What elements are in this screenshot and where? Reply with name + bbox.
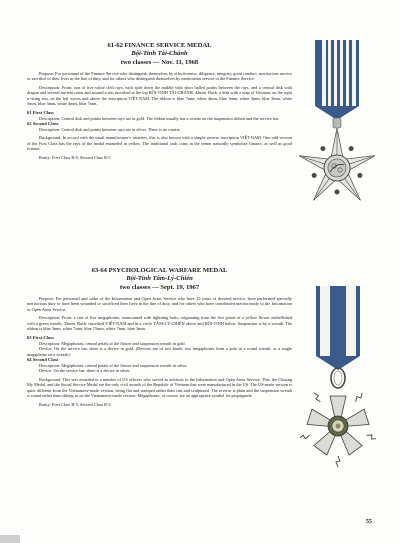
class-heading: 61 First Class xyxy=(27,110,54,116)
psychological-warfare-medal-image xyxy=(300,286,376,476)
section-title: 63-64 PSYCHOLOGICAL WARFARE MEDAL xyxy=(91,267,228,274)
section-vietnamese-name: Bội-Tinh Tài-Chánh xyxy=(131,50,188,58)
class-heading: 63 First Class xyxy=(27,335,54,341)
description-paragraph: Description: Front: star of five white cleft rays, each split down the middle with short balled points between the rays, and a central disk with dragon and several ancient coins and around a rim inscribed at the top BỘI-TINH TÀI-CHÁNH, 42mm. Back: a disk with a map of Vietnam, on the right a rising sun, on the left waves and above the inscription VIỆT-NAM. The ribbon is blue 7mm, white 4mm, blue 3mm, white 3mm, blue 3mm, white 3mm, blue 3mm, white 4mm, blue 7mm. xyxy=(27,84,292,107)
rarity-line: Rarity: First Class R-5; Second Class R-5 xyxy=(39,155,111,161)
scan-edge xyxy=(0,535,20,543)
section-date: two classes — Sept. 19, 1967 xyxy=(119,283,200,291)
finance-service-medal-image xyxy=(298,40,376,226)
purpose-paragraph: Purpose: For personnel of the Finance Service who distinguish themselves by effectiveness, diligence, integrity, good conduct, meritorious service or sacrifice of their lives in the line of duty, and for others who distinguish themselves by meritorious service to the Finance Service. xyxy=(27,70,292,82)
section-date: two classes — Nov. 11, 1968 xyxy=(120,58,199,66)
section-title: 61-62 FINANCE SERVICE MEDAL xyxy=(107,42,212,49)
description-paragraph: Description: Front: a star of five megaphones, surmounted with lightning bolts, originating from the five petals of a yellow flower embellished with a green wreath, 35mm. Back: inscribed VIỆT-NAM and in a circle TÂM-LÝ-CHIẾN above and BỘI-TINH below. Suspension is by a wreath. The ribbon is blue 3mm, white 7mm, blue 15mm, white 7mm, blue 3mm. xyxy=(27,315,292,332)
class-heading: 62 Second Class xyxy=(27,121,59,127)
purpose-paragraph: Purpose: For personnel and cadre of the Information and Open Arms Service who have 15 years of devoted service, have performed specially meritorious duty or have been wounded or sacrificed their lives in the line of duty, and for others who have contributed meritoriously to the Information or Open Arms Service. xyxy=(27,295,292,312)
class-description: Description: Central disk and points between rays are in silver. There is no rosette. xyxy=(39,126,181,132)
class-description: Description: Megaphones, central petals of the flower and suspension wreath in gold. xyxy=(39,340,186,346)
background-paragraph: Background: This was awarded to a number of US officers who served as advisors to the Information and Open Arms Service. This, the Chuong My Medal, and the Social Service Medal are the only civil awards of the Republic of Vietnam that were manufactured in the US. The US-made version is quite different from the Vietnamese-made version, being flat and stamped rather than cast and sculptured. The reverse is plain and the suspension wreath is round rather than oblong as on the Vietnamese-made version. Megaphones, of course, are an appropriate symbol for propaganda. xyxy=(27,376,292,399)
class-device: Device: On the service bar, there is a device in gold. (Devices are of two kinds: two megaphones from a pole in a round wreath, or a single megaphone on a wreath.) xyxy=(27,346,292,357)
rarity-line: Rarity: First Class R-5; Second Class R-4 xyxy=(39,402,111,408)
class-device: Device: On the service bar, there is a device in silver. xyxy=(39,368,131,374)
section-vietnamese-name: Bội-Tinh Tâm-Lý-Chiến xyxy=(126,275,193,283)
background-paragraph: Background: In accord with the usual manufacturer's varieties, this is also known with a simple reverse inscription VIỆT-NAM. One odd version of the First Class has the rays of the medal enameled in yellow. The traditional cash coins in the center naturally symbolize finance, as well as good fortune. xyxy=(27,135,292,152)
finance-medal-section xyxy=(27,42,292,161)
class-description: Description: Megaphones, central petals of the flower and suspension wreath in silver. xyxy=(39,362,188,368)
page-number: 55 xyxy=(365,518,372,525)
class-heading: 64 Second Class xyxy=(27,357,59,363)
psychological-warfare-medal-section xyxy=(27,267,292,408)
class-description: Description: Central disk and points between rays are in gold. The ribbon usually has a rosette on the suspension ribbon and the service bar. xyxy=(39,115,280,121)
